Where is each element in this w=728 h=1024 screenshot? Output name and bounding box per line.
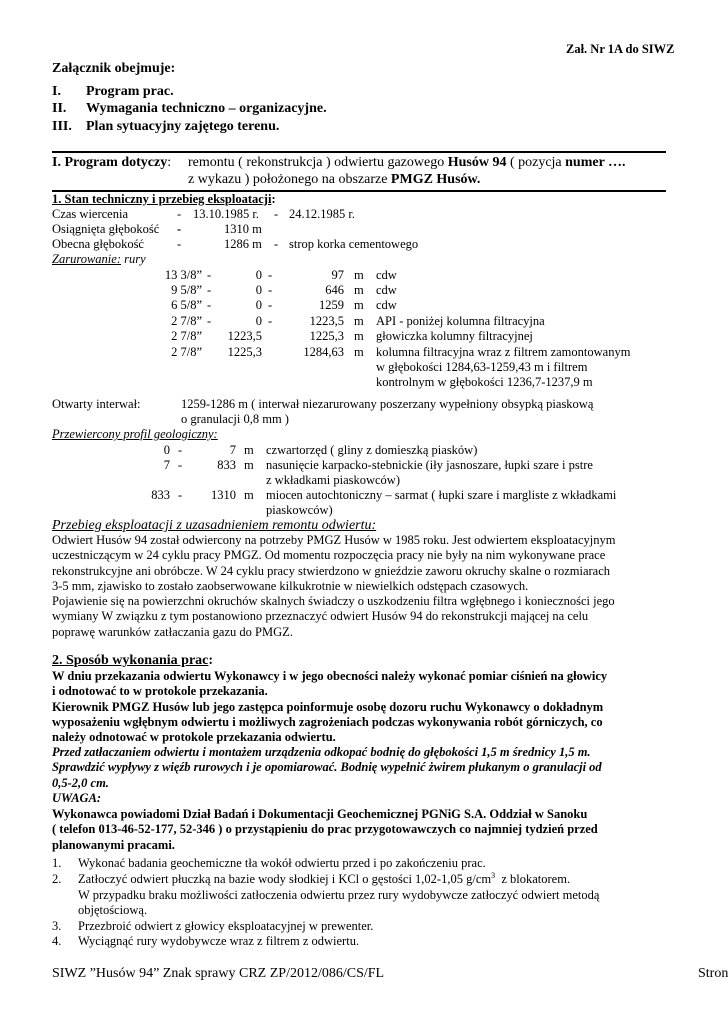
profile-from: 7 (163, 458, 170, 472)
casing-size: 2 7/8” (171, 314, 202, 328)
paragraph-line: 3-5 mm, zjawisko to zostało zaobserwowane kilkukrotnie w niewielkich odstępach czasowych. (52, 578, 529, 593)
info-label: Czas wiercenia (52, 207, 129, 221)
warning-text (52, 807, 598, 853)
profile-desc: miocen autochtoniczny – sarmat ( łupki szare i margliste z wkładkami (266, 488, 617, 502)
info-label: Obecna głębokość (52, 237, 144, 251)
operation-history-text (52, 533, 615, 640)
info-value: 1310 m (224, 222, 262, 236)
casing-dash: - (207, 298, 212, 312)
profile-desc: piaskowców) (266, 503, 333, 517)
paragraph-line: Odwiert Husów 94 został odwiercony na potrzeby PMGZ Husów w 1985 roku. Jest odwiertem eksploatacyjnym (52, 533, 616, 547)
casing-from: 1223,5 (227, 329, 262, 343)
program-line-1: remontu ( rekonstrukcja ) odwiertu gazowego Husów 94 ( pozycja numer …. (188, 155, 626, 170)
info-label: Osiągnięta głębokość (52, 222, 160, 236)
casing-desc: cdw (376, 268, 397, 282)
casing-dash: - (207, 283, 212, 297)
operation-history-title: Przebieg eksploatacji z uzasadnieniem remontu odwiertu: (52, 518, 377, 533)
casing-unit: m (354, 268, 364, 282)
casing-size: 13 3/8” (164, 268, 202, 282)
profile-unit: m (244, 488, 254, 502)
list-number: 3. (52, 919, 62, 933)
info-sep: - (274, 207, 279, 221)
casing-to: 1225,3 (309, 329, 344, 343)
casing-desc: cdw (376, 298, 397, 312)
casing-from: 0 (255, 268, 262, 282)
open-interval-value: 1259-1286 m ( interwał niezarurowany poszerzany wypełniony obsypką piaskową (181, 397, 594, 411)
info-dash: - (177, 207, 182, 221)
list-item: objętościową. (78, 903, 148, 917)
casing-unit: m (354, 283, 364, 297)
paragraph-line: planowanymi pracami. (52, 837, 175, 852)
paragraph-line: należy odnotować w protokole przekazania odwiertu. (52, 730, 336, 745)
casing-unit: m (354, 314, 364, 328)
info-dash: - (177, 237, 182, 251)
profile-desc: nasunięcie karpacko-stebnickie (iły jasnoszare, łupki szare i pstre (266, 458, 593, 472)
program-label: I. Program dotyczy: (52, 155, 172, 170)
profile-unit: m (244, 443, 254, 457)
casing-desc: API - poniżej kolumna filtracyjna (376, 314, 545, 328)
paragraph-line: Pojawienie się na powierzchni okruchów skalnych świadczy o uszkodzeniu filtra wgłębnego i konieczności jego (52, 594, 615, 609)
list-number: 4. (52, 934, 62, 948)
paragraph-line: ( telefon 013-46-52-177, 52-346 ) o przystąpieniu do prac przygotowawczych co najmniej tydzień przed (52, 822, 598, 837)
toc-num: I. (52, 84, 61, 99)
profile-from: 833 (151, 488, 170, 502)
paragraph-line: wyposażeniu wgłębnym odwiertu i możliwych zagrożeniach podczas wykonywania robót górniczych, co (52, 714, 603, 729)
profile-dash: - (178, 488, 183, 502)
paragraph-line: i odnotować to w protokole przekazania. (52, 684, 268, 699)
paragraph-line: Sprawdzić wypływy z więźb rurowych i je opomiarować. Bodnię wypełnić żwirem płukanym o granulacji od (52, 760, 602, 775)
info-value: 13.10.1985 r. (193, 207, 259, 221)
section-2-title: 2. Sposób wykonania prac: (52, 653, 214, 668)
geological-profile-title: Przewiercony profil geologiczny: (52, 427, 218, 441)
profile-from: 0 (163, 443, 170, 457)
divider-top (52, 151, 666, 153)
paragraph-line: rekonstrukcyjne ani obróbcze. W 24 cyklu pracy stwierdzono w gnieździe zaworu okruchy skalne o rozmiarach (52, 563, 611, 578)
profile-unit: m (244, 458, 254, 472)
info-sep: - (274, 237, 279, 251)
warning-label: UWAGA: (52, 791, 102, 805)
profile-dash: - (178, 458, 183, 472)
section-1-title: 1. Stan techniczny i przebieg eksploatacji: (52, 192, 276, 206)
paragraph-line: wymiany W związku z tym postanowiono przeznaczyć odwiert Husów 94 do rekonstrukcji mającej na celu (52, 609, 589, 624)
toc-item: Plan sytuacyjny zajętego terenu. (86, 119, 280, 134)
profile-to: 7 (229, 443, 236, 457)
intro-heading: Załącznik obejmuje: (52, 61, 176, 76)
profile-desc: z wkładkami piaskowców) (266, 473, 400, 487)
casing-from: 0 (255, 298, 262, 312)
casing-dash: - (268, 314, 273, 328)
casing-size: 9 5/8” (171, 283, 202, 297)
paragraph-line: Kierownik PMGZ Husów lub jego zastępca poinformuje osobę dozoru ruchu Wykonawcy o dokładnym (52, 699, 604, 714)
toc-num: III. (52, 119, 72, 134)
casing-from: 0 (255, 283, 262, 297)
casing-unit: m (354, 298, 364, 312)
casing-unit: m (354, 345, 364, 359)
toc-item: Wymagania techniczno – organizacyjne. (86, 101, 327, 116)
casing-unit: m (354, 329, 364, 343)
casing-desc: kolumna filtracyjna wraz z filtrem zamontowanym (376, 345, 631, 359)
section-2-italic-text (52, 745, 602, 791)
list-item: W przypadku braku możliwości zatłoczenia odwiertu przez rury wydobywcze zatłoczyć odwiert metodą (78, 888, 600, 902)
casing-to: 1284,63 (303, 345, 344, 359)
list-number: 1. (52, 856, 62, 870)
profile-desc: czwartorzęd ( gliny z domieszką piasków) (266, 443, 478, 457)
casing-size: 2 7/8” (171, 345, 202, 359)
footer-page: Stron (698, 966, 728, 981)
casing-desc: w głębokości 1284,63-1259,43 m i filtrem (376, 360, 588, 374)
toc-item: Program prac. (86, 84, 174, 99)
profile-to: 833 (217, 458, 236, 472)
casing-dash: - (268, 283, 273, 297)
casing-dash: - (268, 298, 273, 312)
open-interval-value: o granulacji 0,8 mm ) (181, 412, 289, 426)
section-2-bold-text (52, 669, 607, 745)
profile-dash: - (178, 443, 183, 457)
list-number: 2. (52, 872, 62, 886)
info-dash: - (177, 222, 182, 236)
casing-dash: - (268, 268, 273, 282)
casing-desc: cdw (376, 283, 397, 297)
footer-reference: SIWZ ”Husów 94” Znak sprawy CRZ ZP/2012/086/CS/FL (52, 966, 385, 981)
info-value-2: 24.12.1985 r. (289, 207, 355, 221)
open-interval-label: Otwarty interwał: (52, 397, 141, 411)
casing-label: Zarurowanie: rury (52, 252, 146, 266)
list-item: Przezbroić odwiert z głowicy eksploatacyjnej w prewenter. (78, 919, 374, 933)
casing-dash: - (207, 314, 212, 328)
paragraph-line: 0,5-2,0 cm. (52, 775, 109, 790)
list-item: Zatłoczyć odwiert płuczką na bazie wody słodkiej i KCl o gęstości 1,02-1,05 $g/cm^3$ z blokatorem. (78, 870, 571, 886)
info-value-2: strop korka cementowego (289, 237, 419, 251)
casing-size: 2 7/8” (171, 329, 202, 343)
list-item: Wyciągnąć rury wydobywcze wraz z filtrem z odwiertu. (78, 934, 360, 948)
casing-from: 0 (255, 314, 262, 328)
casing-desc: głowiczka kolumny filtracyjnej (376, 329, 533, 343)
paragraph-line: Przed zatłaczaniem odwiertu i montażem urządzenia odkopać bodnię do głębokości 1,5 m średnicy 1,5 m. (52, 745, 591, 759)
casing-to: 1223,5 (309, 314, 344, 328)
paragraph-line: Wykonawca powiadomi Dział Badań i Dokumentacji Geochemicznej PGNiG S.A. Oddział w Sanoku (52, 807, 588, 821)
casing-from: 1225,3 (227, 345, 262, 359)
list-item: Wykonać badania geochemiczne tła wokół odwiertu przed i po zakończeniu prac. (78, 856, 486, 870)
casing-size: 6 5/8” (171, 298, 202, 312)
casing-to: 646 (325, 283, 344, 297)
casing-to: 1259 (319, 298, 344, 312)
attachment-reference: Zał. Nr 1A do SIWZ (566, 42, 675, 56)
profile-to: 1310 (211, 488, 236, 502)
casing-to: 97 (331, 268, 344, 282)
casing-dash: - (207, 268, 212, 282)
program-line-2: z wykazu ) położonego na obszarze PMGZ Husów. (188, 172, 481, 187)
casing-desc: kontrolnym w głębokości 1236,7-1237,9 m (376, 375, 593, 389)
info-value: 1286 m (224, 237, 262, 251)
paragraph-line: uczestniczącym w 24 cyklu pracy PMGZ. Od momentu rozpoczęcia pracy nie były na nim wykonywane prace (52, 548, 606, 563)
paragraph-line: W dniu przekazania odwiertu Wykonawcy i w jego obecności należy wykonać pomiar ciśnień na głowicy (52, 669, 608, 683)
toc-num: II. (52, 101, 67, 116)
paragraph-line: poprawę warunków zatłaczania gazu do PMGZ. (52, 624, 293, 639)
